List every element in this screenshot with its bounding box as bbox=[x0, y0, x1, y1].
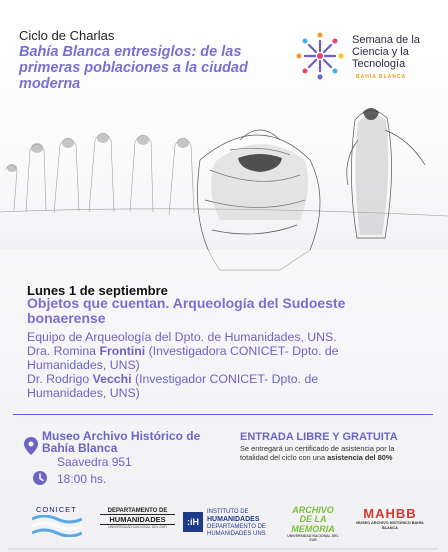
instituto-humanidades-logo: INSTITUTO DE HUMANIDADES DEPARTAMENTO DE HUMANIDADES UNS bbox=[207, 509, 266, 537]
speaker-2: Dr. Rodrigo Vecchi (Investigador CONICET- Dpto. de Humanidades, UNS) bbox=[27, 372, 319, 400]
dept-humanidades-logo: DEPARTAMENTO DE HUMANIDADES UNIVERSIDAD NACIONAL DEL SUR bbox=[100, 508, 175, 529]
team-line: Equipo de Arqueología del Dpto. de Humanidades, UNS. bbox=[27, 330, 337, 344]
event-date: Lunes 1 de septiembre bbox=[27, 283, 168, 298]
conicet-logo: CONICET bbox=[36, 505, 77, 514]
speakers-block bbox=[27, 330, 387, 400]
event-time: 18:00 hs. bbox=[57, 472, 107, 486]
talk-title: Objetos que cuentan. Arqueología del Sudoeste bonaerense bbox=[27, 295, 346, 326]
mahbb-logo: MAHBB MUSEO ARCHIVO HISTÓRICO BAHÍA BLANCA bbox=[356, 506, 424, 530]
clock-icon bbox=[32, 470, 48, 486]
cycle-title: Bahía Blanca entresiglos: de las primeras poblaciones a la ciudad moderna bbox=[19, 44, 248, 92]
archivo-memoria-logo: ARCHIVO DE LA MEMORIA UNIVERSIDAD NACIONAL DEL SUR bbox=[287, 505, 339, 542]
asterisk-dots-logo-icon bbox=[294, 30, 346, 82]
divider bbox=[13, 414, 433, 415]
venue-name: Museo Archivo Histórico de Bahía Blanca bbox=[42, 429, 201, 455]
location-pin-icon bbox=[24, 437, 38, 455]
series-label: Ciclo de Charlas bbox=[19, 28, 115, 43]
week-logo-text: Semana de la Ciencia y la Tecnología bbox=[352, 34, 420, 70]
week-logo-city: BAHÍA BLANCA bbox=[356, 74, 407, 80]
instituto-humanidades-mark: :iH bbox=[183, 512, 203, 532]
conicet-flag-icon bbox=[32, 515, 82, 537]
venue-address: Saavedra 951 bbox=[57, 455, 132, 469]
speaker-1: Dra. Romina Frontini (Investigadora CONICET- Dpto. de Humanidades, UNS) bbox=[27, 344, 339, 372]
entry-text: Se entregará un certificado de asistencia por la totalidad del ciclo con una asistencia del 80% bbox=[240, 444, 395, 462]
entry-title: ENTRADA LIBRE Y GRATUITA bbox=[240, 431, 398, 443]
footer-rule bbox=[8, 548, 438, 550]
figures-artwork bbox=[0, 100, 448, 275]
